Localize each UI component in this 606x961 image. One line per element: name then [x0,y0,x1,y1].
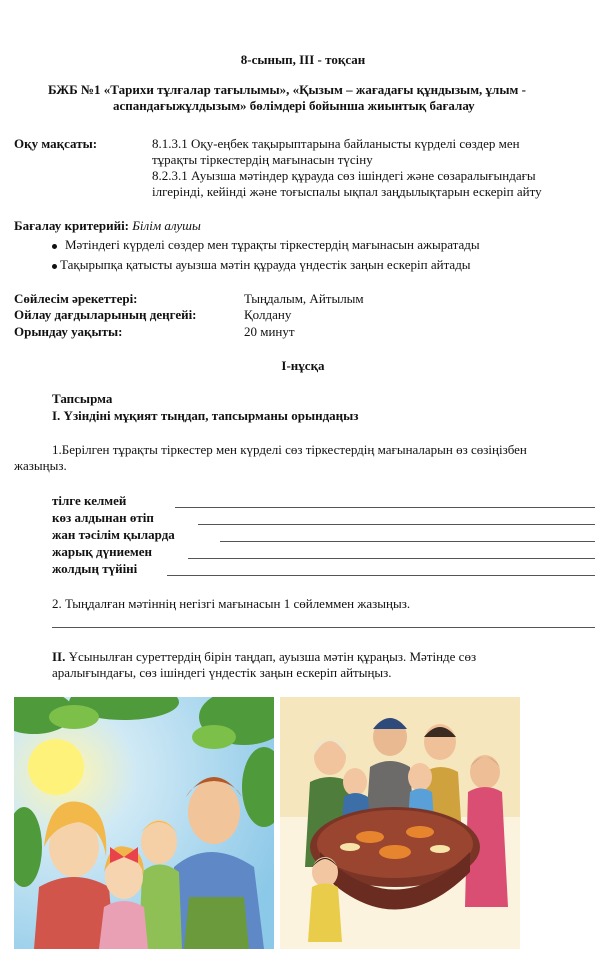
answer-line[interactable] [220,541,595,542]
answer-line[interactable] [198,524,595,525]
phrase-label: жарық дүниемен [52,544,152,559]
info-label: Ойлау дағдыларының деңгейі: [14,307,197,322]
criteria-sublabel: Білім алушы [132,218,201,233]
section2-line2: аралығындағы, сөз ішіндегі үндестік заңын ескеріп айтыңыз. [52,665,392,680]
task-heading: Тапсырма [52,391,113,406]
answer-line[interactable] [175,507,595,508]
criteria-item [52,257,471,273]
question1-line2: жазыңыз. [14,458,67,473]
bullet-icon [52,264,57,269]
objective-line: ілгерінді, кейінді және тоғыспалы ықпал заңдылықтарын ескеріп айту [152,184,542,199]
phrase-label: жолдың түйіні [52,561,138,576]
criteria-item-text: Тақырыпқа қатысты ауызша мәтін құрауда үндестік заңын ескеріп айтады [60,257,471,272]
phrase-label: жан тәсілім қыларда [52,527,175,542]
info-value: 20 минут [244,324,295,339]
criteria-item [52,237,480,253]
section2-number: ІІ. [52,649,66,664]
phrase-label: көз алдынан өтіп [52,510,154,525]
family-dinner-picture[interactable] [280,697,520,949]
info-value: Тыңдалым, Айтылым [244,291,364,306]
criteria-item-text: Мәтіндегі күрделі сөздер мен тұрақты тіркестердің мағынасын ажыратады [65,237,480,252]
grade-title: 8-сынып, III - тоқсан [240,52,366,67]
sun-icon [28,739,84,795]
info-label: Сөйлесім әрекеттері: [14,291,138,306]
section1-title: І. Үзіндіні мұқият тыңдап, тапсырманы орындаңыз [52,408,359,423]
objective-line: 8.2.3.1 Ауызша мәтіндер құрауда сөз ішіндегі және сөзаралығындағы [152,168,536,183]
answer-line[interactable] [167,575,595,576]
objectives-label: Оқу мақсаты: [14,136,98,151]
assessment-title-line2: аспандағыжұлдызым» бөлімдері бойынша жиынтық бағалау [113,98,475,113]
info-value: Қолдану [244,307,292,322]
criteria-heading [14,218,201,234]
assessment-title-line1: БЖБ №1 «Тарихи тұлғалар тағылымы», «Қызым – жағадағы құндызым, ұлым - [48,82,526,97]
criteria-label: Бағалау критерийі: [14,218,130,233]
objective-line: тұрақты тіркестердің мағынасын түсіну [152,152,373,167]
section2-line1 [52,649,476,665]
question1-line1: 1.Берілген тұрақты тіркестер мен күрделі сөз тіркестердің мағыналарын өз сөзіңізбен [52,442,527,457]
family-portrait-picture[interactable] [14,697,274,949]
question2: 2. Тыңдалған мәтіннің негізгі мағынасын 1 сөйлеммен жазыңыз. [52,596,411,611]
phrase-label: тілге келмей [52,493,127,508]
section2-text: Ұсынылған суреттердің бірін таңдап, ауызша мәтін құраңыз. Мәтінде сөз [68,649,477,664]
family-dinner-illustration [280,697,520,949]
objective-line: 8.1.3.1 Оқу-еңбек тақырыптарына байланысты күрделі сөздер мен [152,136,520,151]
answer-line[interactable] [52,627,595,628]
info-label: Орындау уақыты: [14,324,123,339]
answer-line[interactable] [188,558,595,559]
family-portrait-illustration [14,697,274,949]
variant-title: І-нұсқа [281,358,325,373]
bullet-icon [52,244,57,249]
